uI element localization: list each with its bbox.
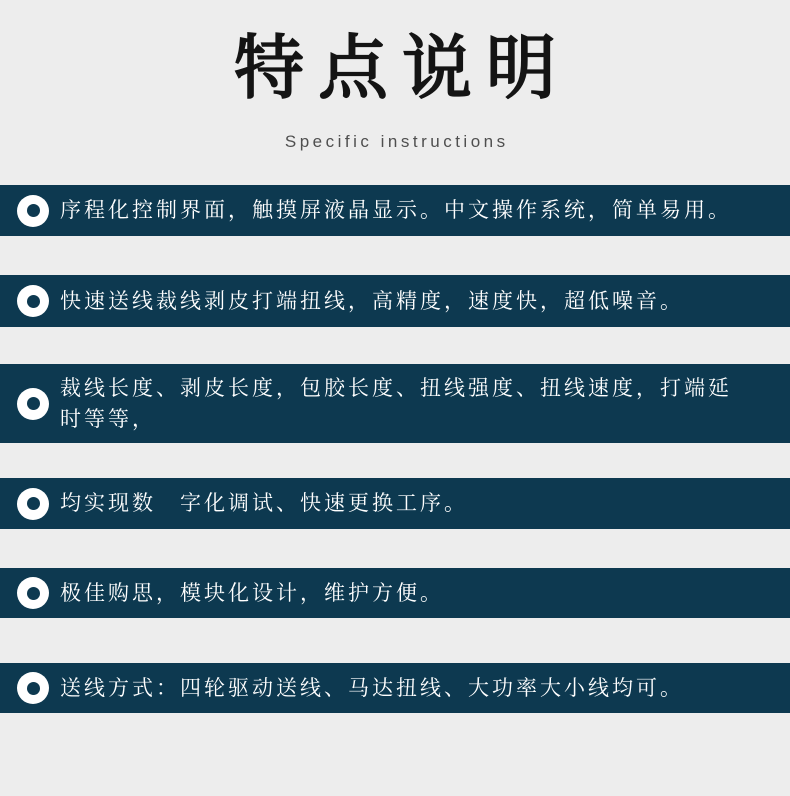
bullet-circle-icon bbox=[17, 488, 49, 520]
page-title: 特点说明 bbox=[234, 29, 570, 107]
feature-bar-4 bbox=[0, 478, 790, 529]
bullet-hole bbox=[27, 397, 40, 410]
bullet-hole bbox=[27, 497, 40, 510]
bullet-circle-icon bbox=[17, 577, 49, 609]
bullet-circle-icon bbox=[17, 672, 49, 704]
bullet-circle-icon bbox=[17, 195, 49, 227]
feature-bar-1 bbox=[0, 185, 790, 236]
bullet-circle-icon bbox=[17, 285, 49, 317]
feature-text-3: 裁线长度、剥皮长度，包胶长度、扭线强度、扭线速度，打端延时等等， bbox=[60, 376, 732, 431]
page-subtitle: Specific instructions bbox=[284, 132, 509, 151]
feature-text-1: 序程化控制界面，触摸屏液晶显示。中文操作系统，简单易用。 bbox=[60, 199, 732, 222]
feature-bar-6 bbox=[0, 663, 790, 713]
bullet-hole bbox=[27, 682, 40, 695]
feature-text-5: 极佳购思，模块化设计，维护方便。 bbox=[60, 581, 444, 605]
feature-bar-5 bbox=[0, 568, 790, 618]
feature-text-6: 送线方式：四轮驱动送线、马达扭线、大功率大小线均可。 bbox=[60, 676, 684, 700]
feature-bar-2 bbox=[0, 275, 790, 327]
bullet-hole bbox=[27, 204, 40, 217]
feature-text-4: 均实现数 字化调试、快速更换工序。 bbox=[60, 492, 468, 515]
feature-bar-3 bbox=[0, 364, 790, 443]
bullet-hole bbox=[27, 295, 40, 308]
feature-text-2: 快速送线裁线剥皮打端扭线，高精度，速度快，超低噪音。 bbox=[60, 289, 684, 313]
bullet-circle-icon bbox=[17, 388, 49, 420]
bullet-hole bbox=[27, 587, 40, 600]
